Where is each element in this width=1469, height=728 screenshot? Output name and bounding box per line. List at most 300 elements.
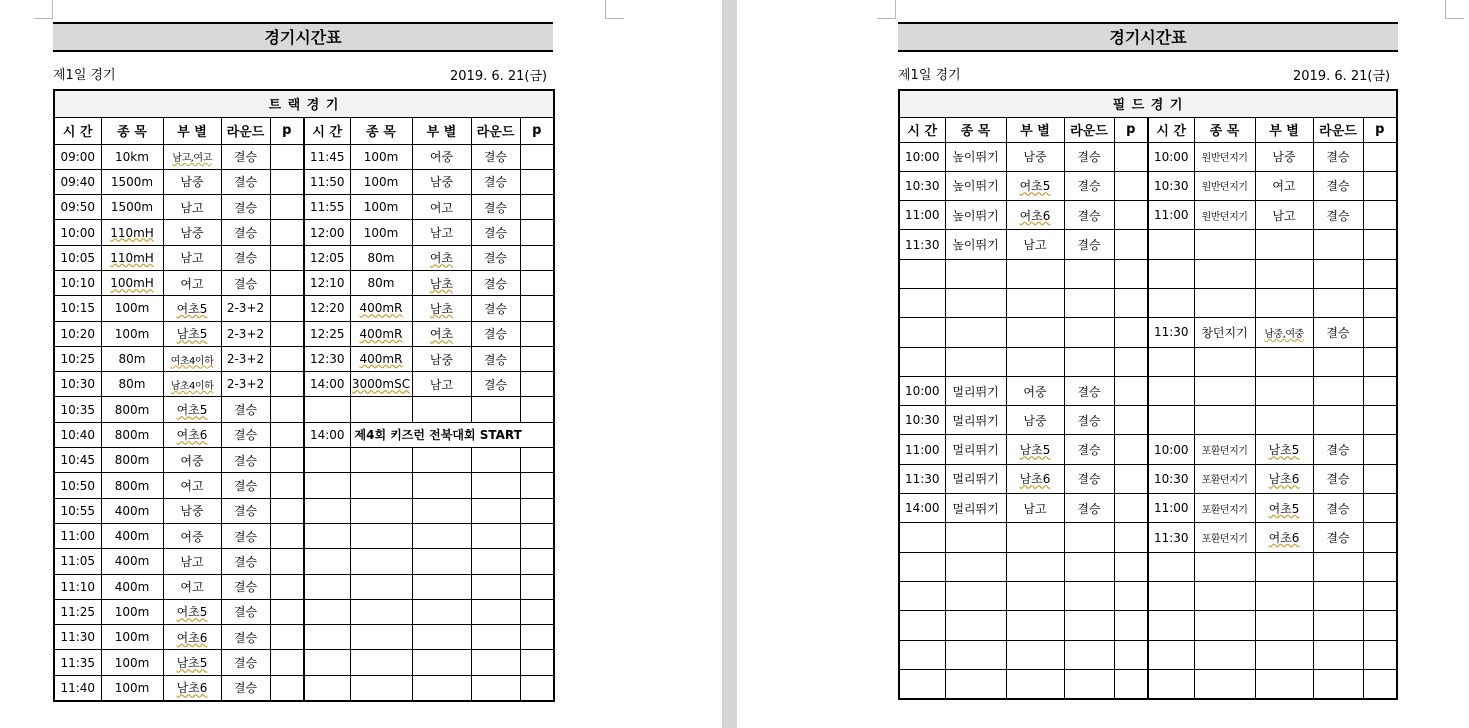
cell-division <box>412 220 471 245</box>
cell-round <box>471 625 520 650</box>
cell-text: 여초6 <box>176 428 208 443</box>
cell-event <box>101 625 163 650</box>
table-row <box>54 321 554 346</box>
cell-text: 남중 <box>1023 150 1047 165</box>
cell-time <box>304 549 350 574</box>
cell-event <box>101 220 163 245</box>
cell-event <box>945 201 1006 230</box>
table-row <box>899 230 1397 259</box>
cell-text: 결승 <box>483 251 508 266</box>
column-header-division: 부 별 <box>163 117 221 144</box>
table-row <box>54 650 554 675</box>
cell-text: 12:00 <box>309 225 345 240</box>
cell-text: 남초 <box>429 276 454 291</box>
cell-division <box>1006 230 1064 259</box>
cell-text: 80m <box>367 250 395 265</box>
cell-event <box>101 169 163 194</box>
cell-text: 11:00 <box>904 208 940 223</box>
cell-text: 결승 <box>233 605 258 620</box>
cell-event <box>101 296 163 321</box>
cell-text: 11:40 <box>60 680 96 695</box>
cell-division <box>412 296 471 321</box>
cell-time <box>54 574 101 599</box>
cell-round <box>471 675 520 700</box>
cell-text: 남중 <box>429 352 454 367</box>
cell-p <box>1363 230 1397 259</box>
cell-text: 남중,여중 <box>1264 328 1304 340</box>
cell-text: 남고,여고 <box>172 153 212 165</box>
cell-time <box>899 494 945 523</box>
cell-round <box>1313 230 1363 259</box>
cell-event <box>1194 435 1255 464</box>
table-row <box>54 675 554 700</box>
cell-event <box>945 464 1006 493</box>
cell-p <box>520 397 554 422</box>
cell-event <box>101 549 163 574</box>
cell-text: 10:30 <box>60 377 96 392</box>
column-header-division: 부 별 <box>412 117 471 144</box>
cell-round <box>1064 523 1114 552</box>
cell-text: 110mH <box>110 250 154 265</box>
cell-text: 결승 <box>1326 531 1350 545</box>
cell-event <box>1194 288 1255 317</box>
cell-p <box>1114 230 1148 259</box>
cell-round <box>221 270 270 295</box>
cell-text: 09:50 <box>60 200 96 215</box>
cell-event <box>945 142 1006 171</box>
cell-round <box>1064 201 1114 230</box>
cell-round <box>471 321 520 346</box>
cell-time <box>1148 523 1194 552</box>
cell-time <box>304 245 350 270</box>
cell-text: 400m <box>114 554 150 569</box>
cell-text: 결승 <box>1077 150 1101 165</box>
header-row <box>899 117 1397 142</box>
cell-round <box>1313 201 1363 230</box>
cell-text: 100m <box>114 301 150 316</box>
cell-p <box>520 245 554 270</box>
cell-round <box>1064 259 1114 288</box>
cell-time <box>899 611 945 640</box>
cell-text: 여고 <box>1272 179 1296 194</box>
cell-text: 남초5 <box>1019 443 1051 458</box>
cell-division <box>163 448 221 473</box>
cell-p <box>1114 142 1148 171</box>
cell-p <box>1363 494 1397 523</box>
cell-division <box>163 650 221 675</box>
cell-text: 2-3+2 <box>226 352 265 367</box>
cell-event <box>350 372 412 397</box>
cell-text: 11:30 <box>1153 530 1189 545</box>
cell-division <box>1255 201 1313 230</box>
cell-event <box>1194 494 1255 523</box>
margin-corner-mark <box>1445 0 1464 19</box>
cell-p <box>1114 201 1148 230</box>
cell-division <box>1006 406 1064 435</box>
cell-p <box>1114 406 1148 435</box>
cell-text: 남고 <box>1023 238 1047 253</box>
cell-text: 결승 <box>483 226 508 241</box>
cell-round <box>471 195 520 220</box>
cell-event <box>945 581 1006 610</box>
table-row <box>54 625 554 650</box>
cell-event <box>101 245 163 270</box>
cell-round <box>221 574 270 599</box>
cell-p <box>1363 259 1397 288</box>
cell-text: 결승 <box>1077 472 1101 487</box>
cell-time <box>1148 288 1194 317</box>
cell-p <box>270 372 304 397</box>
cell-text: 여고 <box>180 479 204 493</box>
cell-round <box>1064 640 1114 669</box>
cell-p <box>1363 581 1397 610</box>
cell-time <box>1148 435 1194 464</box>
cell-text: 800m <box>114 478 150 493</box>
cell-division <box>412 498 471 523</box>
cell-text: 결승 <box>233 554 258 569</box>
cell-p <box>1363 376 1397 405</box>
table-row <box>899 552 1397 581</box>
table-row <box>54 220 554 245</box>
cell-text: 10:30 <box>904 413 940 428</box>
cell-text: 결승 <box>483 150 508 165</box>
cell-text: 멀리뛰기 <box>952 413 999 428</box>
cell-round <box>1313 640 1363 669</box>
cell-division <box>1006 640 1064 669</box>
cell-text: 80m <box>367 276 395 291</box>
cell-event <box>1194 376 1255 405</box>
cell-round <box>221 321 270 346</box>
table-row <box>899 376 1397 405</box>
cell-time <box>1148 406 1194 435</box>
cell-event <box>101 144 163 169</box>
cell-time <box>1148 259 1194 288</box>
cell-p <box>1363 318 1397 347</box>
cell-time <box>1148 201 1194 230</box>
cell-p <box>1363 201 1397 230</box>
section-title-row <box>899 90 1397 117</box>
cell-division <box>1255 494 1313 523</box>
cell-division <box>412 625 471 650</box>
cell-event <box>101 346 163 371</box>
section-title: 필 드 경 기 <box>899 90 1397 117</box>
cell-text: 11:00 <box>904 442 940 457</box>
cell-round <box>1313 494 1363 523</box>
cell-p <box>270 650 304 675</box>
cell-text: 100m <box>114 655 150 670</box>
table-row <box>899 406 1397 435</box>
cell-round <box>1064 288 1114 317</box>
cell-time <box>54 296 101 321</box>
cell-text: 남중 <box>180 504 204 519</box>
table-row <box>899 435 1397 464</box>
cell-event <box>945 669 1006 698</box>
cell-p <box>520 625 554 650</box>
cell-p <box>1363 523 1397 552</box>
cell-division <box>1255 464 1313 493</box>
cell-round <box>221 346 270 371</box>
doc-title: 경기시간표 <box>898 22 1398 52</box>
cell-text: 결승 <box>233 175 258 190</box>
cell-text: 남고 <box>1023 501 1047 516</box>
cell-time <box>899 640 945 669</box>
column-header-round: 라운드 <box>1064 117 1114 142</box>
date-label: 2019. 6. 21(금) <box>1293 69 1391 84</box>
cell-division <box>1006 318 1064 347</box>
cell-text: 여초5 <box>176 301 208 316</box>
column-header-p: p <box>1114 117 1148 142</box>
cell-text: 높이뛰기 <box>952 150 999 165</box>
cell-event <box>101 523 163 548</box>
cell-division <box>412 372 471 397</box>
cell-event <box>945 494 1006 523</box>
cell-p <box>1114 611 1148 640</box>
cell-time <box>54 144 101 169</box>
cell-text: 결승 <box>483 200 508 215</box>
cell-event <box>1194 318 1255 347</box>
cell-event <box>350 195 412 220</box>
cell-event <box>350 498 412 523</box>
cell-event <box>350 523 412 548</box>
cell-event <box>350 473 412 498</box>
cell-round <box>1313 318 1363 347</box>
cell-text: 남중 <box>180 175 204 190</box>
cell-round <box>1064 142 1114 171</box>
cell-text: 결승 <box>233 403 258 418</box>
cell-text: 결승 <box>233 226 258 241</box>
cell-division <box>412 245 471 270</box>
cell-text: 결승 <box>1326 208 1350 223</box>
cell-time <box>304 448 350 473</box>
cell-round <box>1313 376 1363 405</box>
cell-text: 2-3+2 <box>226 326 265 341</box>
cell-round <box>1313 171 1363 200</box>
cell-time <box>304 625 350 650</box>
cell-round <box>471 473 520 498</box>
cell-text: 높이뛰기 <box>952 238 999 253</box>
cell-text: 여초5 <box>1268 501 1300 516</box>
cell-p <box>1363 669 1397 698</box>
margin-corner-mark <box>877 0 896 19</box>
cell-round <box>471 574 520 599</box>
cell-division <box>1255 640 1313 669</box>
cell-time <box>54 523 101 548</box>
cell-round <box>471 498 520 523</box>
cell-text: 결승 <box>1077 501 1101 516</box>
cell-text: 결승 <box>233 681 258 696</box>
cell-text: 결승 <box>233 656 258 671</box>
cell-text: 100m <box>114 604 150 619</box>
cell-text: 10:30 <box>1153 471 1189 486</box>
cell-time <box>304 574 350 599</box>
cell-event <box>945 347 1006 376</box>
cell-division <box>1255 611 1313 640</box>
cell-event <box>350 169 412 194</box>
cell-round <box>1064 494 1114 523</box>
cell-p <box>1114 669 1148 698</box>
cell-text: 12:30 <box>309 352 345 367</box>
table-row <box>54 169 554 194</box>
cell-p <box>270 220 304 245</box>
cell-division <box>1255 406 1313 435</box>
cell-text: 결승 <box>1326 325 1350 340</box>
cell-division <box>1255 318 1313 347</box>
cell-round <box>221 523 270 548</box>
cell-time <box>899 464 945 493</box>
cell-p <box>1114 435 1148 464</box>
table-row <box>899 288 1397 317</box>
cell-text: 결승 <box>233 150 258 165</box>
table-row <box>899 640 1397 669</box>
cell-round <box>471 599 520 624</box>
cell-division <box>163 245 221 270</box>
cell-division <box>412 448 471 473</box>
cell-text: 남중 <box>429 175 454 190</box>
cell-round <box>1313 435 1363 464</box>
cell-text: 1500m <box>110 174 154 189</box>
cell-event <box>1194 581 1255 610</box>
table-row <box>899 669 1397 698</box>
cell-time <box>1148 464 1194 493</box>
cell-event <box>350 599 412 624</box>
cell-time <box>54 498 101 523</box>
cell-text: 여초6 <box>1268 531 1300 545</box>
cell-event <box>945 171 1006 200</box>
cell-time <box>304 650 350 675</box>
column-header-p: p <box>1363 117 1397 142</box>
cell-division <box>1006 523 1064 552</box>
cell-text: 09:00 <box>60 149 96 164</box>
cell-text: 여초5 <box>176 605 208 620</box>
cell-division <box>412 397 471 422</box>
cell-event <box>945 406 1006 435</box>
cell-event <box>945 288 1006 317</box>
cell-text: 남고 <box>180 251 204 266</box>
cell-text: 결승 <box>483 301 508 316</box>
section-title-row <box>54 90 554 117</box>
cell-division <box>1255 230 1313 259</box>
cell-text: 400m <box>114 503 150 518</box>
cell-p <box>520 220 554 245</box>
cell-time <box>899 435 945 464</box>
cell-text: 여초5 <box>1019 179 1051 194</box>
cell-text: 여중 <box>429 150 454 165</box>
cell-p <box>1363 347 1397 376</box>
cell-time <box>304 372 350 397</box>
cell-text: 80m <box>118 352 146 367</box>
cell-time <box>1148 552 1194 581</box>
cell-p <box>270 675 304 700</box>
cell-time <box>304 599 350 624</box>
cell-text: 여초6 <box>1019 208 1051 223</box>
cell-round <box>221 195 270 220</box>
cell-text: 여중 <box>1023 384 1047 399</box>
cell-event <box>350 220 412 245</box>
cell-round <box>1313 523 1363 552</box>
cell-text: 100m <box>363 200 399 215</box>
cell-round <box>1064 376 1114 405</box>
cell-p <box>1114 640 1148 669</box>
field-schedule-table <box>898 89 1398 700</box>
cell-division <box>412 549 471 574</box>
column-header-p: p <box>520 117 554 144</box>
cell-event <box>1194 259 1255 288</box>
cell-p <box>270 422 304 447</box>
cell-text: 14:00 <box>904 501 940 516</box>
cell-round <box>221 169 270 194</box>
day-label: 제1일 경기 <box>53 68 116 83</box>
cell-p <box>270 245 304 270</box>
cell-time <box>1148 611 1194 640</box>
cell-p <box>1363 611 1397 640</box>
table-row <box>54 372 554 397</box>
margin-corner-mark <box>34 0 53 19</box>
cell-division <box>412 599 471 624</box>
cell-event <box>945 523 1006 552</box>
column-header-division: 부 별 <box>1006 117 1064 142</box>
cell-text: 10:30 <box>904 178 940 193</box>
cell-division <box>412 523 471 548</box>
cell-p <box>520 599 554 624</box>
cell-division <box>1255 523 1313 552</box>
cell-division <box>163 498 221 523</box>
cell-event <box>101 448 163 473</box>
table-row <box>54 296 554 321</box>
cell-text: 10:00 <box>904 384 940 399</box>
cell-text: 10:00 <box>1153 442 1189 457</box>
cell-time <box>304 498 350 523</box>
cell-round <box>471 397 520 422</box>
cell-text: 포환던지기 <box>1201 534 1248 545</box>
cell-text: 결승 <box>1077 179 1101 194</box>
cell-time <box>54 422 101 447</box>
cell-text: 10km <box>115 149 149 164</box>
cell-round <box>1064 318 1114 347</box>
column-header-time: 시 간 <box>1148 117 1194 142</box>
cell-round <box>1313 347 1363 376</box>
table-row <box>54 245 554 270</box>
table-row <box>899 523 1397 552</box>
cell-text: 남중 <box>1023 413 1047 428</box>
cell-text: 100m <box>114 326 150 341</box>
cell-time <box>1148 318 1194 347</box>
table-row <box>54 473 554 498</box>
cell-text: 멀리뛰기 <box>952 384 999 399</box>
cell-p <box>1114 552 1148 581</box>
cell-division <box>412 346 471 371</box>
cell-text: 11:30 <box>1153 325 1189 340</box>
cell-time <box>54 599 101 624</box>
cell-division <box>1006 288 1064 317</box>
cell-p <box>520 169 554 194</box>
cell-time <box>54 346 101 371</box>
cell-text: 남중 <box>1272 150 1296 165</box>
cell-text: 10:00 <box>60 225 96 240</box>
cell-p <box>270 523 304 548</box>
cell-p <box>1114 259 1148 288</box>
cell-event <box>1194 552 1255 581</box>
cell-text: 결승 <box>1326 501 1350 516</box>
cell-p <box>520 498 554 523</box>
cell-division <box>163 599 221 624</box>
cell-text: 결승 <box>1077 413 1101 428</box>
cell-round <box>1313 142 1363 171</box>
cell-time <box>54 397 101 422</box>
margin-corner-mark <box>605 0 624 19</box>
cell-p <box>520 448 554 473</box>
cell-text: 결승 <box>233 276 258 291</box>
doc-title: 경기시간표 <box>53 22 553 52</box>
